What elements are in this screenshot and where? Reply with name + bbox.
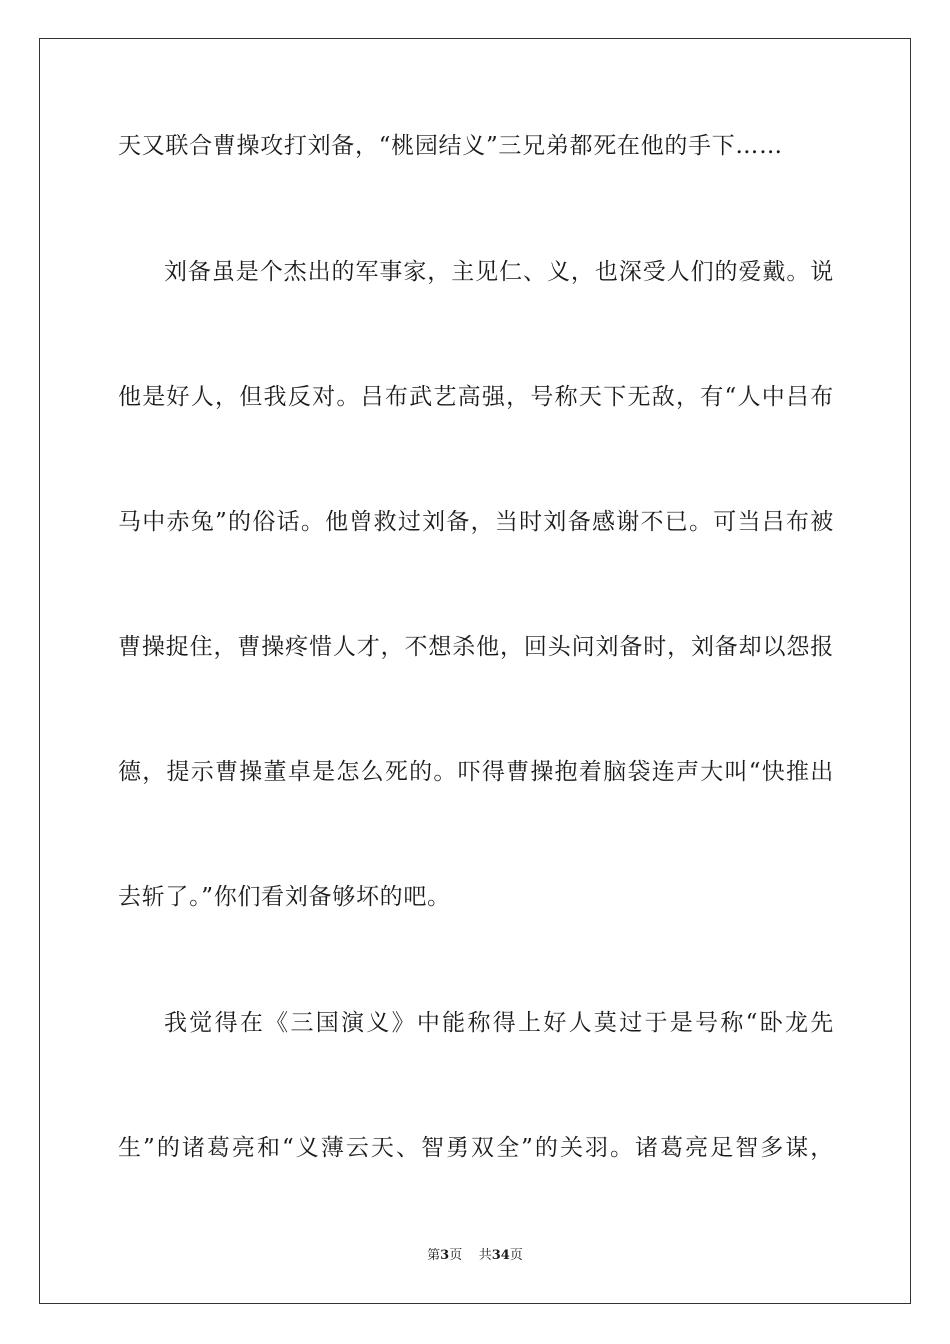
total-suffix: 页 <box>509 1248 523 1263</box>
page-border <box>39 38 911 1304</box>
text-line-6: 德，提示曹操董卓是怎么死的。吓得曹操抱着脑袋连声大叫“快推出 <box>118 759 834 785</box>
page-number: 3 <box>440 1248 450 1263</box>
text-line-7: 去斩了。”你们看刘备够坏的吧。 <box>118 884 451 910</box>
text-line-5: 曹操捉住，曹操疼惜人才，不想杀他，回头问刘备时，刘备却以怨报 <box>118 634 834 660</box>
total-prefix: 共 <box>478 1248 492 1263</box>
page-suffix: 页 <box>449 1248 463 1263</box>
text-line-3: 他是好人，但我反对。吕布武艺高强，号称天下无敌，有“人中吕布 <box>118 384 834 410</box>
text-line-2: 刘备虽是个杰出的军事家，主见仁、义，也深受人们的爱戴。说 <box>164 259 834 285</box>
page-footer <box>0 1248 950 1264</box>
page-prefix: 第 <box>427 1248 441 1263</box>
total-pages: 34 <box>491 1248 510 1263</box>
text-line-4: 马中赤兔”的俗话。他曾救过刘备，当时刘备感谢不已。可当吕布被 <box>118 509 834 535</box>
text-line-1: 天又联合曹操攻打刘备，“桃园结义”三兄弟都死在他的手下…… <box>118 133 783 159</box>
text-line-8: 我觉得在《三国演义》中能称得上好人莫过于是号称“卧龙先 <box>164 1010 834 1036</box>
text-line-9: 生”的诸葛亮和“义薄云天、智勇双全”的关羽。诸葛亮足智多谋， <box>118 1135 834 1161</box>
